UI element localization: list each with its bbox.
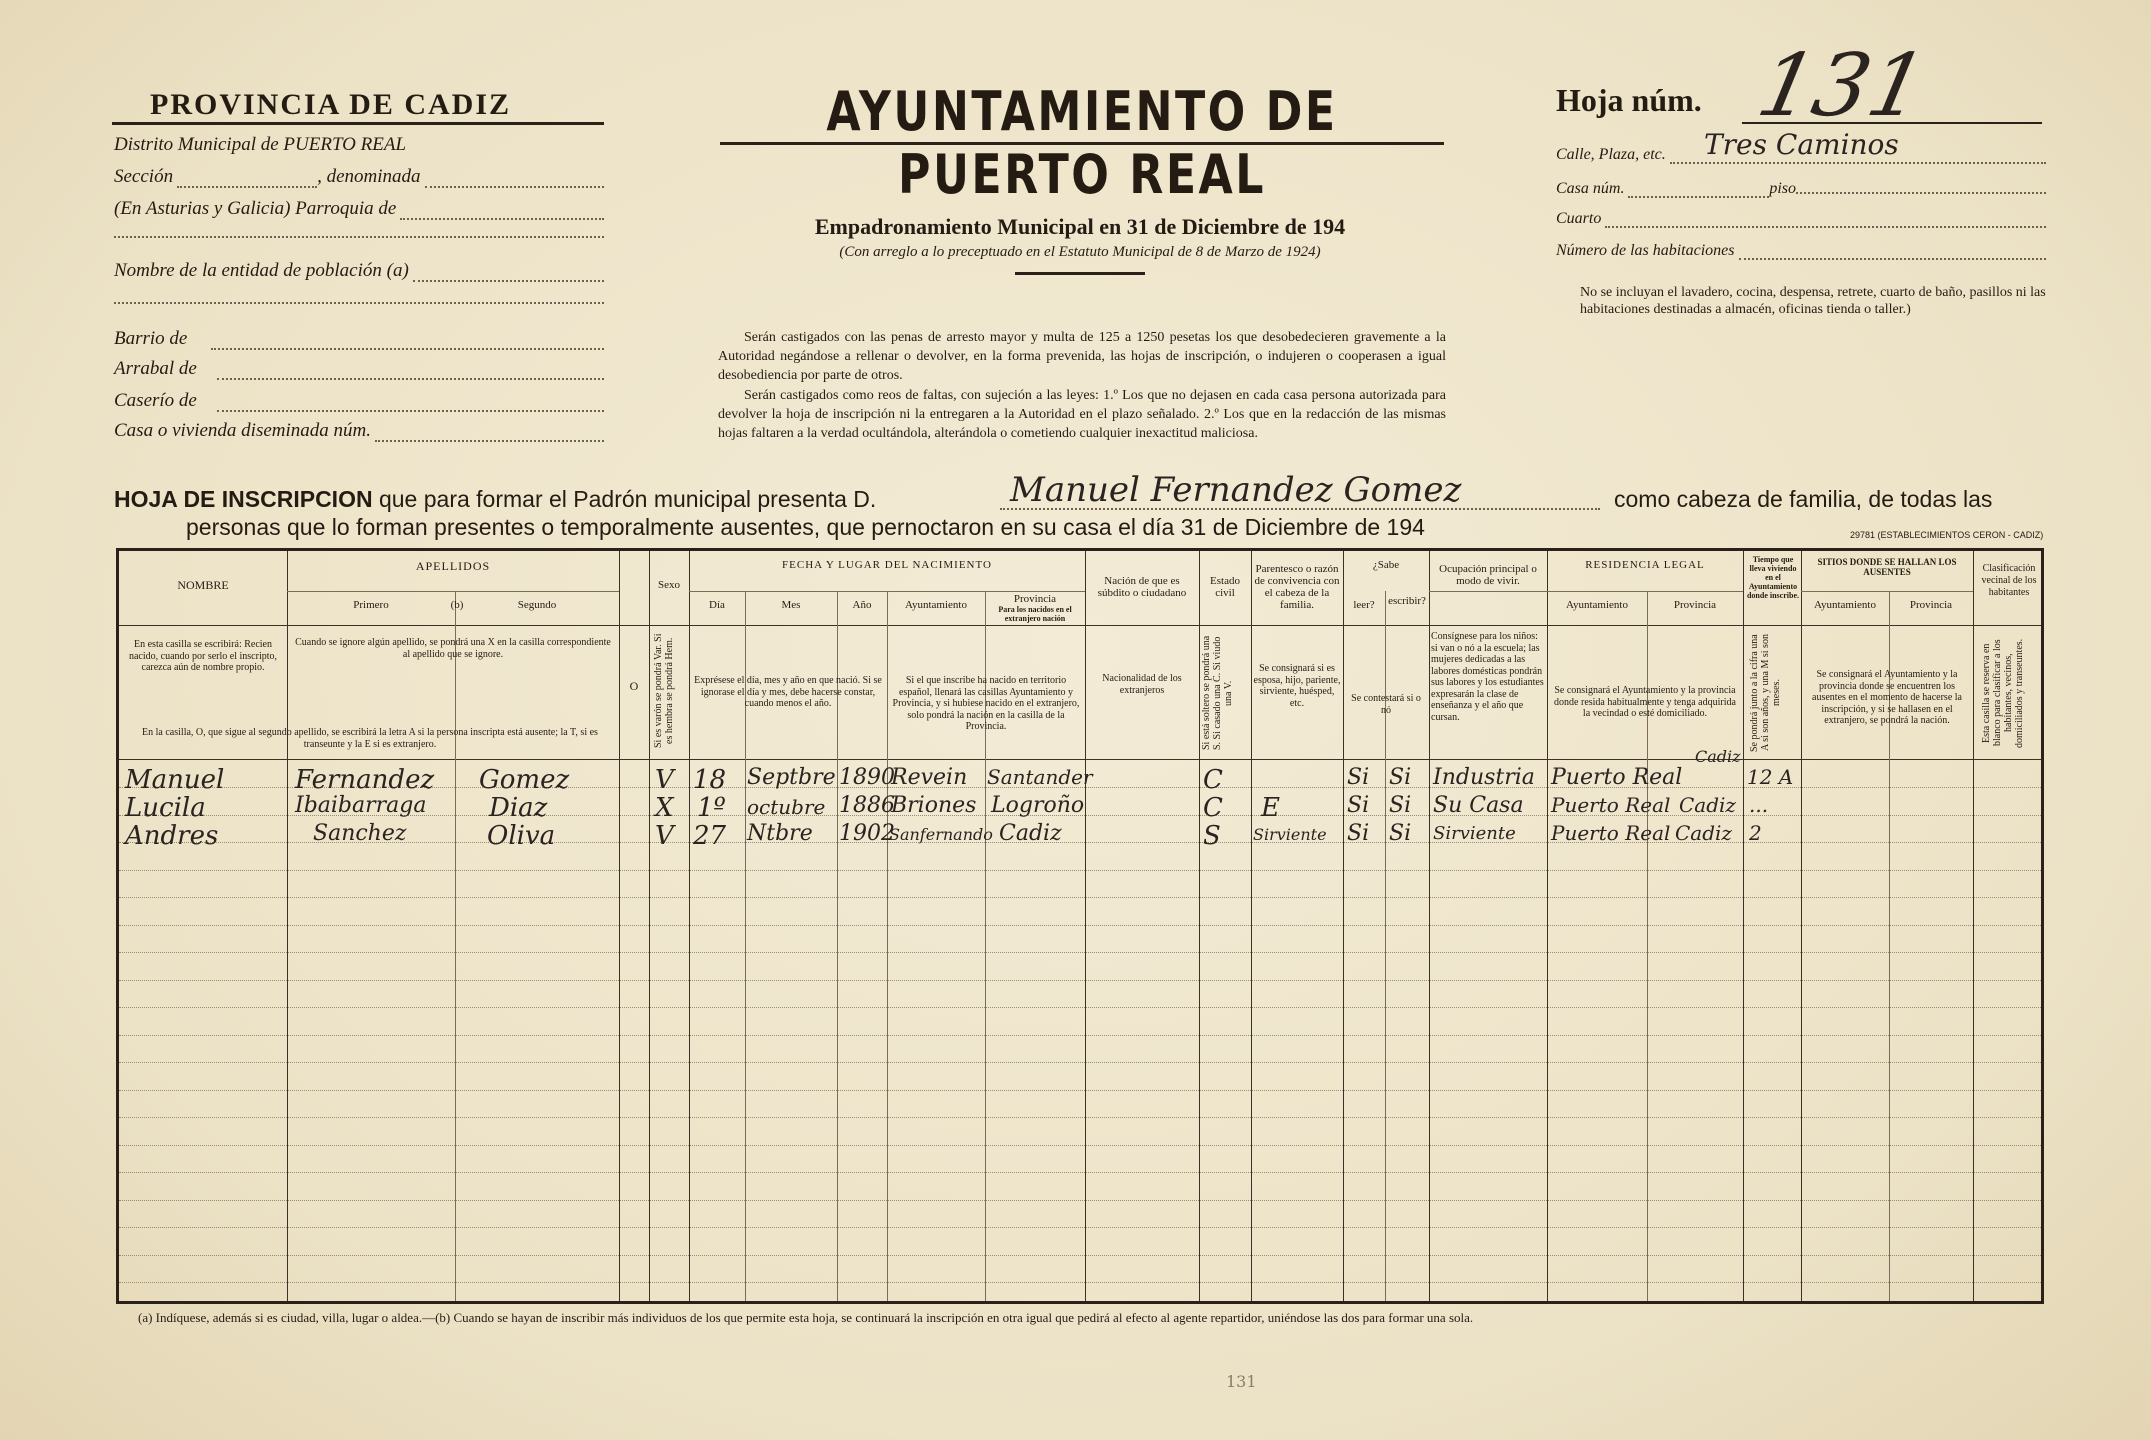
inscription-title: HOJA DE INSCRIPCION xyxy=(114,486,373,512)
col-nombre-header: NOMBRE xyxy=(177,578,229,592)
denominated-label: , denominada xyxy=(317,166,421,187)
o-column-instruction: En la casilla, O, que sigue al segundo apellido, se escribirá la letra A si la persona inscripta está ausente; la T, si es transeunte y la E si es extranjero. xyxy=(142,727,598,750)
cell-ayuntamiento: Revein xyxy=(891,765,968,790)
col-dia-header: Día xyxy=(709,599,725,611)
province-title: PROVINCIA DE CADIZ xyxy=(150,88,512,121)
col-estado-header: Estado civil xyxy=(1210,575,1240,599)
cell-residencia-ayto: Puerto Real xyxy=(1551,793,1671,817)
arrabal-line xyxy=(114,358,604,380)
row-rule xyxy=(119,1007,2041,1008)
col-nacion-header: Nación de que es súbdito o ciudadano xyxy=(1097,575,1187,599)
cell-segundo-apellido: Diaz xyxy=(489,793,548,823)
cell-segundo-apellido: Oliva xyxy=(487,821,556,851)
col-mes-header: Mes xyxy=(781,599,801,611)
row-rule xyxy=(119,1062,2041,1063)
estado-instruction: Si está soltero se pondrá una S. Si casado una C. Si viudo una V. xyxy=(1201,635,1234,751)
cell-dia: 1º xyxy=(697,793,726,823)
cell-estado: C xyxy=(1203,765,1223,795)
parish-label: (En Asturias y Galicia) Parroquia de xyxy=(114,198,397,219)
row-rule xyxy=(119,925,2041,926)
cell-residencia-ayto: Puerto Real xyxy=(1551,821,1671,845)
fecha-instruction: Exprésese el día, mes y año en que nació. Si se ignorase el día y mes, debe hacerse constar, cuando menos el año. xyxy=(694,675,882,709)
row-rule xyxy=(119,1282,2041,1283)
cell-mes: octubre xyxy=(747,795,826,819)
census-table xyxy=(116,548,2044,1304)
cell-tiempo: 12 A xyxy=(1747,765,1794,789)
blank-line xyxy=(114,290,604,304)
casa-line xyxy=(114,420,604,442)
cell-sexo: X xyxy=(655,793,674,823)
cell-segundo-apellido: Gomez xyxy=(479,765,570,795)
row-rule xyxy=(119,1090,2041,1091)
sitios-instruction: Se consignará el Ayuntamiento y la provincia donde se encuentren los ausentes en el momento de hacerse la inscripción, y si se hallasen en el extranjero, se pondrá la nación. xyxy=(1812,669,1962,726)
col-sit-prov-header: Provincia xyxy=(1909,599,1953,611)
col-fecha-lugar-header: FECHA Y LUGAR DEL NACIMIENTO xyxy=(782,559,992,571)
cell-residencia-ayto: Puerto Real xyxy=(1551,765,1683,790)
col-sit-ayto-header: Ayuntamiento xyxy=(1814,599,1876,611)
col-provincia-header: Provincia Para los nacidos en el extranjero nación xyxy=(998,593,1072,623)
row-rule xyxy=(119,1200,2041,1201)
cell-tiempo: 2 xyxy=(1749,821,1762,845)
row-rule xyxy=(119,952,2041,953)
floor-label: piso xyxy=(1769,180,1796,197)
cell-primer-apellido: Fernandez xyxy=(295,765,435,795)
cell-ano: 1890 xyxy=(839,765,895,790)
col-apellidos-header: APELLIDOS xyxy=(415,559,491,573)
col-escribir-header: escribir? xyxy=(1388,595,1426,607)
caserio-label: Caserío de xyxy=(114,390,197,411)
casa-label: Casa o vivienda diseminada núm. xyxy=(114,420,372,441)
penalty-paragraph-1: Serán castigados con las penas de arresto mayor y multa de 125 a 1250 pesetas los que desobedecieren gravemente a la Autoridad negándose a rellenar o devolver, en la forma prevenida, las hojas de inscripción, o indujeren o cooperasen a igual desobediencia por parte de otros. xyxy=(718,330,1446,383)
cell-leer: Si xyxy=(1347,765,1370,790)
cell-estado: C xyxy=(1203,793,1223,823)
inscription-line-1-end: como cabeza de familia, de todas las xyxy=(1614,486,1993,512)
parentesco-instruction: Se consignará si es esposa, hijo, pariente, sirviente, huésped, etc. xyxy=(1253,663,1341,709)
flourish-divider xyxy=(1015,272,1145,275)
barrio-line xyxy=(114,328,604,350)
row-rule xyxy=(119,1255,2041,1256)
row-rule xyxy=(119,1117,2041,1118)
cell-ayuntamiento: Briones xyxy=(891,793,977,818)
cell-residencia-prov: Cadiz xyxy=(1695,747,1741,766)
cell-estado: S xyxy=(1203,821,1221,851)
cell-parentesco: E xyxy=(1261,793,1280,823)
ocupacion-instruction: Consígnese para los niños: si van o nó a la escuela; las mujeres dedicadas a las labores domésticas pondrán sus labores y los estudiantes expresarán la clase de enseñanza y el año que cursan. xyxy=(1431,631,1544,723)
inscription-line-1 xyxy=(114,486,876,513)
residencia-instruction: Se consignará el Ayuntamiento y la provincia donde resida habitualmente y tenga adquirida la vecindad o esté domiciliado. xyxy=(1554,685,1736,719)
cell-ocupacion: Su Casa xyxy=(1433,793,1524,818)
district-label: Distrito Municipal de PUERTO REAL xyxy=(114,134,407,155)
col-b-header: (b) xyxy=(450,599,464,611)
cell-ano: 1886 xyxy=(839,793,895,818)
cell-tiempo: ... xyxy=(1749,793,1769,817)
cell-ocupacion: Industria xyxy=(1433,765,1535,790)
col-ano-header: Año xyxy=(852,599,872,611)
col-res-prov-header: Provincia xyxy=(1673,599,1717,611)
cell-residencia-prov: Cadiz xyxy=(1679,793,1736,817)
col-parentesco-header: Parentesco o razón de convivencia con el cabeza de la familia. xyxy=(1254,563,1340,611)
parish-line xyxy=(114,198,604,220)
census-subtitle-note: (Con arreglo a lo preceptuado en el Estatuto Municipal de 8 de Marzo de 1924) xyxy=(839,244,1321,260)
cell-mes: Septbre xyxy=(747,765,836,790)
apellidos-instruction: Cuando se ignore algún apellido, se pondrá una X en la casilla correspondiente al apellido que se ignore. xyxy=(295,637,611,660)
o-column-letter: O xyxy=(629,679,639,693)
col-segundo-header: Segundo xyxy=(517,599,557,611)
inscription-line-2: personas que lo forman presentes o temporalmente ausentes, que pernoctaron en su casa el día 31 de Diciembre de 194 xyxy=(186,514,1425,540)
section-line xyxy=(114,166,604,188)
col-tiempo-header: Tiempo que lleva viviendo en el Ayuntamiento donde inscribe. xyxy=(1746,555,1799,600)
rooms-note: No se incluyan el lavadero, cocina, despensa, retrete, cuarto de baño, pasillos ni las habitaciones destinadas a almacén, oficinas tienda o taller.) xyxy=(1580,285,2046,317)
print-code: 29781 (ESTABLECIMIENTOS CERON - CADIZ) xyxy=(1850,530,2044,540)
room-label: Cuarto xyxy=(1556,210,1602,227)
clasif-instruction: Esta casilla se reserva en blanco para clasificar a los habitantes, vecinos, domiciliados y transeuntes. xyxy=(1981,638,2025,748)
divider xyxy=(112,122,604,125)
street-label: Calle, Plaza, etc. xyxy=(1556,146,1666,163)
rooms-count-label: Número de las habitaciones xyxy=(1556,242,1735,259)
divider xyxy=(720,142,1444,145)
col-ayuntamiento-header: Ayuntamiento xyxy=(905,599,967,611)
section-label: Sección xyxy=(114,166,174,187)
cell-nombre: Andres xyxy=(125,821,219,851)
house-line xyxy=(1556,180,1796,198)
cell-primer-apellido: Sanchez xyxy=(313,821,407,846)
col-ocupacion-header: Ocupación principal o modo de vivir. xyxy=(1439,563,1537,587)
house-number-label: Casa núm. xyxy=(1556,180,1625,197)
nombre-instruction: En esta casilla se escribirá: Recien nacido, cuando por serlo el inscripto, carezca aún de nombre propio. xyxy=(128,639,277,673)
cell-residencia-prov: Cadiz xyxy=(1675,821,1732,845)
row-rule xyxy=(119,1227,2041,1228)
col-clasif-header: Clasificación vecinal de los habitantes xyxy=(1981,563,2037,598)
row-rule xyxy=(119,1172,2041,1173)
cell-dia: 27 xyxy=(693,821,727,851)
entity-label: Nombre de la entidad de población (a) xyxy=(114,260,409,281)
tiempo-instruction: Se pondrá junto a la cifra una A si son años, y una M si son meses. xyxy=(1749,634,1782,752)
district-line xyxy=(114,134,604,156)
cell-sexo: V xyxy=(655,821,674,851)
census-subtitle: Empadronamiento Municipal en 31 de Diciembre de 194 xyxy=(814,214,1346,239)
rooms-count-line xyxy=(1556,242,2046,260)
street-value: Tres Caminos xyxy=(1704,128,1899,161)
penalty-paragraph-2: Serán castigados como reos de faltas, con sujeción a las leyes: 1.º Los que no dejasen en cada casa persona autorizada para devolver la hoja de inscripción ni la entregaren a la Autoridad en el plazo señalado. 2.º Los que en la redacción de las mismas hojas faltaren a la verdad ocultándola, alterándola o cometiendo cualquier inexactitud maliciosa. xyxy=(718,388,1446,441)
cell-leer: Si xyxy=(1347,793,1370,818)
col-leer-header: leer? xyxy=(1353,599,1375,611)
cell-ocupacion: Sirviente xyxy=(1433,823,1516,844)
cell-provincia: Cadiz xyxy=(999,821,1062,846)
row-rule xyxy=(119,980,2041,981)
cell-escribir: Si xyxy=(1389,821,1412,846)
cell-escribir: Si xyxy=(1389,793,1412,818)
lugar-instruction: Si el que inscribe ha nacido en territorio español, llenará las casillas Ayuntamiento y Provincia, y si hubiese nacido en el extranjero, solo pondrá la nación en la casilla de la Provincia. xyxy=(892,675,1080,732)
col-sexo-header: Sexo xyxy=(658,579,680,591)
cell-sexo: V xyxy=(655,765,674,795)
cell-parentesco: Sirviente xyxy=(1253,825,1327,844)
inscription-text: que para formar el Padrón municipal presenta D. xyxy=(372,486,877,512)
cell-dia: 18 xyxy=(693,765,727,795)
cell-mes: Ntbre xyxy=(747,821,813,846)
sheet-number-label: Hoja núm. xyxy=(1556,82,1702,118)
cell-provincia: Logroño xyxy=(991,793,1085,818)
cell-ano: 1902 xyxy=(839,821,895,846)
head-of-family-name: Manuel Fernandez Gomez xyxy=(1010,470,1462,510)
room-line xyxy=(1556,210,2046,228)
blank-line xyxy=(114,224,604,238)
col-res-ayto-header: Ayuntamiento xyxy=(1566,599,1628,611)
cell-primer-apellido: Ibaibarraga xyxy=(295,793,427,818)
row-rule xyxy=(119,1035,2041,1036)
cell-nombre: Manuel xyxy=(125,765,225,795)
sabe-instruction: Se contestará si o nó xyxy=(1351,693,1421,716)
col-sabe-header: ¿Sabe xyxy=(1372,559,1400,571)
col-sitios-header: SITIOS DONDE SE HALLAN LOS AUSENTES xyxy=(1817,557,1957,577)
entity-line xyxy=(114,260,604,282)
sheet-number-value: 131 xyxy=(1749,36,1935,136)
arrabal-label: Arrabal de xyxy=(114,358,197,379)
footnote: (a) Indíquese, además si es ciudad, villa, lugar o aldea.—(b) Cuando se hayan de inscribir más individuos de los que permite esta hoja, se continuará la inscripción en otra igual que pedirá al efecto al agente repartidor, uniéndose las dos para formar una sola. xyxy=(138,1310,1474,1325)
barrio-label: Barrio de xyxy=(114,328,188,349)
row-rule xyxy=(119,897,2041,898)
row-rule xyxy=(119,870,2041,871)
municipality-title: AYUNTAMIENTO DE PUERTO REAL xyxy=(826,80,1338,206)
caserio-line xyxy=(114,390,604,412)
col-residencia-header: RESIDENCIA LEGAL xyxy=(1585,559,1705,571)
floor-line xyxy=(1796,180,2046,194)
cell-escribir: Si xyxy=(1389,765,1412,790)
sexo-instruction: Si es varón se pondrá Var. Si es hembra se pondrá Hem. xyxy=(653,633,675,749)
col-primero-header: Primero xyxy=(353,599,389,611)
row-rule xyxy=(119,1145,2041,1146)
page-stamp: 131 xyxy=(1226,1372,1257,1391)
nacion-instruction: Nacionalidad de los extranjeros xyxy=(1102,673,1182,696)
cell-ayuntamiento: Sanfernando xyxy=(889,825,993,844)
cell-nombre: Lucila xyxy=(125,793,206,823)
cell-provincia: Santander xyxy=(987,765,1093,789)
cell-leer: Si xyxy=(1347,821,1370,846)
